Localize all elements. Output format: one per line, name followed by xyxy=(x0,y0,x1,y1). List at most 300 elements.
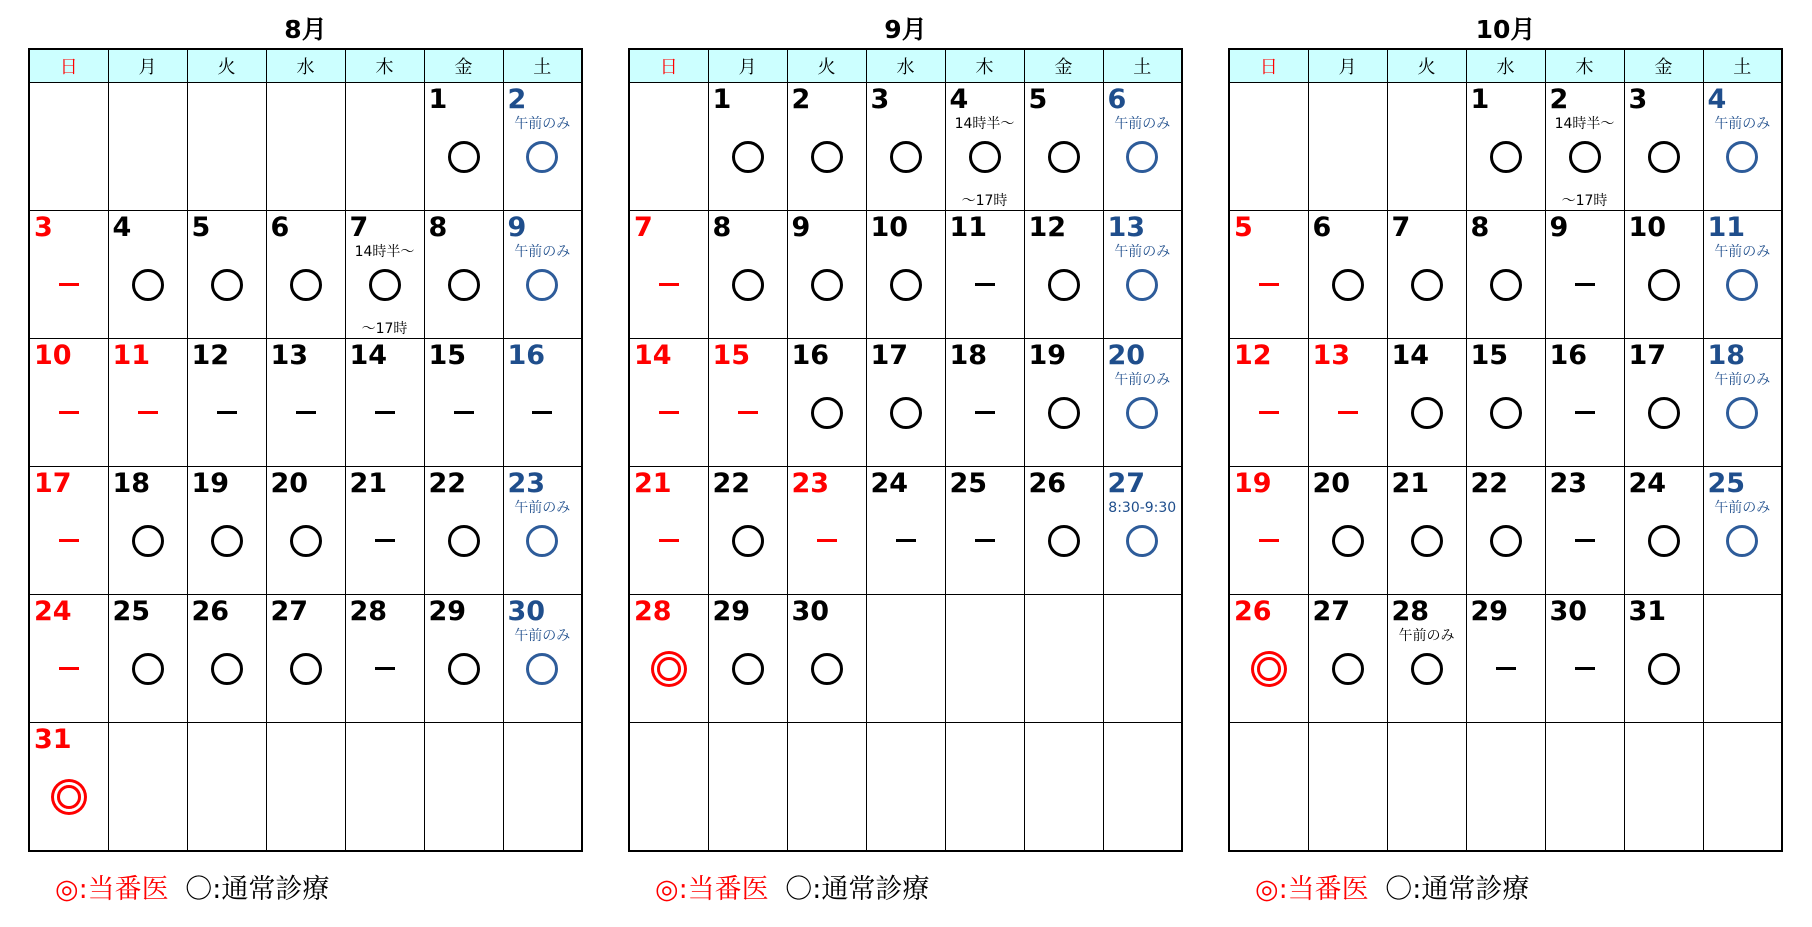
day-number: 28 xyxy=(634,596,672,627)
day-number: 13 xyxy=(1312,340,1351,371)
weekday-header: 土 xyxy=(503,49,582,83)
day-cell xyxy=(424,83,503,211)
day-cell xyxy=(266,339,345,467)
day-number: 15 xyxy=(428,340,467,371)
empty-cell xyxy=(345,83,424,211)
weekday-header: 木 xyxy=(345,49,424,83)
day-number: 10 xyxy=(1628,212,1667,243)
day-number: 11 xyxy=(949,212,988,243)
day-number: 18 xyxy=(112,468,151,499)
day-cell xyxy=(424,211,503,339)
day-cell xyxy=(108,211,187,339)
hours-note: 午前のみ xyxy=(1114,372,1171,388)
day-cell xyxy=(708,211,787,339)
day-cell xyxy=(1545,595,1624,723)
day-number: 13 xyxy=(1107,212,1146,243)
weekday-header: 金 xyxy=(424,49,503,83)
normal-care-circle-icon xyxy=(709,519,787,559)
hours-note: 午前のみ xyxy=(514,116,571,132)
day-number: 6 xyxy=(1107,84,1127,115)
day-cell xyxy=(1466,467,1545,595)
day-number: 24 xyxy=(1628,468,1667,499)
day-cell xyxy=(424,467,503,595)
month-title: 8月 xyxy=(284,15,327,44)
day-cell xyxy=(629,595,708,723)
empty-cell xyxy=(1545,723,1624,852)
day-number: 18 xyxy=(1707,340,1746,371)
normal-care-circle-icon xyxy=(1704,263,1782,303)
day-number: 16 xyxy=(791,340,830,371)
day-number: 10 xyxy=(34,340,72,371)
day-cell xyxy=(1229,467,1308,595)
empty-cell xyxy=(1103,595,1182,723)
closed-dash-icon xyxy=(346,519,424,559)
closed-dash-icon xyxy=(30,647,108,687)
day-cell xyxy=(866,211,945,339)
normal-care-circle-icon xyxy=(1025,519,1103,559)
day-number: 30 xyxy=(791,596,830,627)
normal-care-circle-icon xyxy=(1309,519,1387,559)
day-cell xyxy=(1545,211,1624,339)
empty-cell xyxy=(1229,83,1308,211)
normal-care-circle-icon xyxy=(867,135,945,175)
empty-cell xyxy=(1624,723,1703,852)
closed-dash-icon xyxy=(30,519,108,559)
duty-doctor-label: :当番医 xyxy=(1278,874,1369,905)
weekday-header: 金 xyxy=(1024,49,1103,83)
day-number: 23 xyxy=(1549,468,1588,499)
day-cell xyxy=(945,83,1024,211)
day-cell xyxy=(945,211,1024,339)
day-cell xyxy=(787,83,866,211)
month-title: 10月 xyxy=(1475,15,1536,44)
day-cell xyxy=(945,467,1024,595)
normal-care-circle-icon xyxy=(1309,263,1387,303)
day-cell xyxy=(345,339,424,467)
hours-note: 午前のみ xyxy=(1714,244,1771,260)
day-number: 2 xyxy=(791,84,811,115)
day-cell xyxy=(1624,467,1703,595)
day-number: 25 xyxy=(949,468,988,499)
day-number: 29 xyxy=(1470,596,1509,627)
duty-doctor-double-circle-icon xyxy=(1230,647,1308,687)
day-number: 21 xyxy=(1391,468,1430,499)
closed-dash-icon xyxy=(109,391,187,431)
day-number: 30 xyxy=(507,596,546,627)
day-cell xyxy=(29,723,108,852)
normal-care-circle-icon xyxy=(425,647,503,687)
empty-cell xyxy=(629,83,708,211)
week-row xyxy=(629,339,1182,467)
day-cell xyxy=(708,595,787,723)
day-cell xyxy=(424,339,503,467)
normal-care-circle-icon xyxy=(1704,391,1782,431)
normal-care-mark: 〇 xyxy=(1385,874,1413,905)
normal-care-circle-icon xyxy=(1388,263,1466,303)
week-row xyxy=(1229,723,1782,852)
day-number: 18 xyxy=(949,340,988,371)
day-cell xyxy=(503,83,582,211)
duty-doctor-mark: ◎ xyxy=(1255,874,1279,905)
day-number: 19 xyxy=(1028,340,1067,371)
normal-care-circle-icon xyxy=(1309,647,1387,687)
week-row xyxy=(629,595,1182,723)
hours-note: 午前のみ xyxy=(514,628,571,644)
day-number: 8 xyxy=(428,212,448,243)
day-number: 17 xyxy=(870,340,909,371)
normal-care-circle-icon xyxy=(1704,519,1782,559)
day-number: 4 xyxy=(949,84,969,115)
empty-cell xyxy=(108,723,187,852)
day-number: 28 xyxy=(1391,596,1430,627)
day-number: 17 xyxy=(1628,340,1667,371)
empty-cell xyxy=(503,723,582,852)
closed-dash-icon xyxy=(346,647,424,687)
day-cell xyxy=(1308,467,1387,595)
week-row xyxy=(1229,339,1782,467)
normal-care-circle-icon xyxy=(1388,519,1466,559)
normal-care-circle-icon xyxy=(188,519,266,559)
day-cell xyxy=(629,339,708,467)
weekday-header: 水 xyxy=(1466,49,1545,83)
day-number: 25 xyxy=(1707,468,1746,499)
day-cell xyxy=(1103,211,1182,339)
day-number: 9 xyxy=(507,212,527,243)
day-cell xyxy=(1624,83,1703,211)
normal-care-label: :通常診療 xyxy=(812,874,930,905)
duty-doctor-double-circle-icon xyxy=(30,775,108,815)
week-row xyxy=(29,83,582,211)
day-number: 7 xyxy=(349,212,369,243)
normal-care-circle-icon xyxy=(1467,263,1545,303)
day-number: 9 xyxy=(1549,212,1569,243)
weekday-header: 火 xyxy=(787,49,866,83)
weekday-header-row xyxy=(29,49,582,83)
day-cell xyxy=(108,595,187,723)
day-cell xyxy=(266,467,345,595)
day-number: 2 xyxy=(1549,84,1569,115)
calendar-grid xyxy=(28,48,583,852)
closed-dash-icon xyxy=(946,391,1024,431)
normal-care-circle-icon xyxy=(504,519,582,559)
calendar-august xyxy=(28,12,583,852)
week-row xyxy=(629,723,1182,852)
closed-dash-icon xyxy=(267,391,345,431)
day-number: 31 xyxy=(1628,596,1667,627)
day-cell xyxy=(1103,83,1182,211)
normal-care-mark: 〇 xyxy=(185,874,213,905)
week-row xyxy=(1229,595,1782,723)
normal-care-circle-icon xyxy=(267,519,345,559)
day-number: 20 xyxy=(1312,468,1351,499)
day-number: 27 xyxy=(1107,468,1146,499)
normal-care-circle-icon xyxy=(867,263,945,303)
empty-cell xyxy=(187,83,266,211)
normal-care-circle-icon xyxy=(1104,519,1182,559)
empty-cell xyxy=(1024,723,1103,852)
day-number: 14 xyxy=(349,340,388,371)
week-row xyxy=(29,211,582,339)
weekday-header: 土 xyxy=(1103,49,1182,83)
normal-care-circle-icon xyxy=(188,263,266,303)
day-number: 12 xyxy=(1028,212,1067,243)
hours-note: 14時半～ xyxy=(1554,116,1615,132)
empty-cell xyxy=(1229,723,1308,852)
day-number: 26 xyxy=(1234,596,1272,627)
closed-dash-icon xyxy=(504,391,582,431)
day-number: 31 xyxy=(34,724,72,755)
day-cell xyxy=(503,211,582,339)
closed-dash-icon xyxy=(1546,647,1624,687)
empty-cell xyxy=(29,83,108,211)
week-row xyxy=(629,467,1182,595)
duty-doctor-label: :当番医 xyxy=(678,874,769,905)
day-number: 11 xyxy=(1707,212,1746,243)
day-number: 15 xyxy=(1470,340,1509,371)
closed-dash-icon xyxy=(188,391,266,431)
day-number: 6 xyxy=(1312,212,1332,243)
day-number: 16 xyxy=(1549,340,1588,371)
closed-dash-icon xyxy=(788,519,866,559)
week-row xyxy=(1229,83,1782,211)
empty-cell xyxy=(787,723,866,852)
legend xyxy=(55,867,329,906)
day-cell xyxy=(187,339,266,467)
day-cell xyxy=(1024,467,1103,595)
day-cell xyxy=(1229,595,1308,723)
day-number: 7 xyxy=(1391,212,1411,243)
day-cell xyxy=(187,211,266,339)
normal-care-circle-icon xyxy=(1104,391,1182,431)
calendar-september xyxy=(628,12,1183,852)
normal-care-circle-icon xyxy=(425,263,503,303)
day-number: 11 xyxy=(112,340,151,371)
normal-care-circle-icon xyxy=(425,135,503,175)
week-row xyxy=(29,723,582,852)
day-number: 2 xyxy=(507,84,527,115)
normal-care-circle-icon xyxy=(188,647,266,687)
weekday-header: 月 xyxy=(108,49,187,83)
weekday-header: 火 xyxy=(187,49,266,83)
day-number: 25 xyxy=(112,596,151,627)
day-cell xyxy=(1466,595,1545,723)
weekday-header-row xyxy=(629,49,1182,83)
duty-doctor-mark: ◎ xyxy=(55,874,79,905)
day-number: 21 xyxy=(349,468,388,499)
hours-note: 午前のみ xyxy=(1714,116,1771,132)
hours-note: 午前のみ xyxy=(1114,116,1171,132)
hours-note: 14時半～ xyxy=(954,116,1015,132)
day-cell xyxy=(29,595,108,723)
day-number: 26 xyxy=(191,596,230,627)
closed-dash-icon xyxy=(1467,647,1545,687)
day-cell xyxy=(424,595,503,723)
empty-cell xyxy=(1387,83,1466,211)
empty-cell xyxy=(945,595,1024,723)
empty-cell xyxy=(1308,83,1387,211)
day-number: 1 xyxy=(428,84,448,115)
day-number: 22 xyxy=(1470,468,1509,499)
hours-note: 14時半～ xyxy=(354,244,415,260)
day-number: 3 xyxy=(34,212,53,243)
weekday-header: 木 xyxy=(1545,49,1624,83)
day-number: 6 xyxy=(270,212,290,243)
normal-care-circle-icon xyxy=(1025,391,1103,431)
day-number: 24 xyxy=(34,596,72,627)
empty-cell xyxy=(424,723,503,852)
empty-cell xyxy=(629,723,708,852)
normal-care-circle-icon xyxy=(267,647,345,687)
closed-dash-icon xyxy=(30,263,108,303)
normal-care-circle-icon xyxy=(1546,135,1624,175)
day-cell xyxy=(1545,339,1624,467)
week-row xyxy=(629,211,1182,339)
closed-dash-icon xyxy=(1230,519,1308,559)
day-cell xyxy=(503,595,582,723)
day-cell xyxy=(787,467,866,595)
day-cell xyxy=(708,467,787,595)
day-number: 8 xyxy=(1470,212,1490,243)
normal-care-circle-icon xyxy=(1625,391,1703,431)
normal-care-circle-icon xyxy=(867,391,945,431)
empty-cell xyxy=(1703,723,1782,852)
hours-note-end: ～17時 xyxy=(361,321,408,337)
normal-care-circle-icon xyxy=(504,263,582,303)
normal-care-circle-icon xyxy=(1104,135,1182,175)
day-number: 20 xyxy=(1107,340,1146,371)
day-number: 26 xyxy=(1028,468,1067,499)
closed-dash-icon xyxy=(630,391,708,431)
month-title: 9月 xyxy=(884,15,927,44)
day-number: 3 xyxy=(1628,84,1648,115)
day-number: 27 xyxy=(270,596,309,627)
week-row xyxy=(29,595,582,723)
empty-cell xyxy=(866,595,945,723)
hours-note: 午前のみ xyxy=(514,500,571,516)
day-cell xyxy=(1624,211,1703,339)
day-cell xyxy=(345,595,424,723)
day-cell xyxy=(708,83,787,211)
day-cell xyxy=(1624,595,1703,723)
normal-care-circle-icon xyxy=(267,263,345,303)
day-cell xyxy=(108,467,187,595)
empty-cell xyxy=(1387,723,1466,852)
closed-dash-icon xyxy=(425,391,503,431)
day-cell xyxy=(1466,211,1545,339)
day-cell xyxy=(1703,211,1782,339)
day-cell xyxy=(345,467,424,595)
day-number: 4 xyxy=(112,212,132,243)
weekday-header: 木 xyxy=(945,49,1024,83)
hours-note: 午前のみ xyxy=(514,244,571,260)
empty-cell xyxy=(108,83,187,211)
empty-cell xyxy=(1024,595,1103,723)
hours-note-end: ～17時 xyxy=(961,193,1008,209)
day-cell xyxy=(29,339,108,467)
normal-care-circle-icon xyxy=(1388,647,1466,687)
day-cell xyxy=(187,595,266,723)
hours-note: 午前のみ xyxy=(1714,372,1771,388)
normal-care-circle-icon xyxy=(788,647,866,687)
empty-cell xyxy=(708,723,787,852)
day-cell xyxy=(1387,211,1466,339)
day-number: 1 xyxy=(1470,84,1490,115)
normal-care-circle-icon xyxy=(788,391,866,431)
day-cell xyxy=(1387,467,1466,595)
normal-care-circle-icon xyxy=(1625,519,1703,559)
day-cell xyxy=(266,595,345,723)
day-number: 5 xyxy=(191,212,211,243)
day-number: 27 xyxy=(1312,596,1351,627)
normal-care-circle-icon xyxy=(109,647,187,687)
day-cell xyxy=(1024,339,1103,467)
closed-dash-icon xyxy=(630,263,708,303)
closed-dash-icon xyxy=(1309,391,1387,431)
empty-cell xyxy=(266,723,345,852)
day-number: 5 xyxy=(1234,212,1253,243)
closed-dash-icon xyxy=(346,391,424,431)
day-number: 19 xyxy=(1234,468,1272,499)
normal-care-circle-icon xyxy=(709,647,787,687)
day-number: 21 xyxy=(634,468,672,499)
normal-care-circle-icon xyxy=(946,135,1024,175)
empty-cell xyxy=(945,723,1024,852)
day-number: 23 xyxy=(507,468,546,499)
day-number: 19 xyxy=(191,468,230,499)
weekday-header: 水 xyxy=(866,49,945,83)
day-cell xyxy=(866,83,945,211)
day-number: 22 xyxy=(428,468,467,499)
weekday-header: 日 xyxy=(629,49,708,83)
normal-care-circle-icon xyxy=(346,263,424,303)
calendar-october xyxy=(1228,12,1783,852)
empty-cell xyxy=(1703,595,1782,723)
normal-care-circle-icon xyxy=(1025,135,1103,175)
calendar-grid xyxy=(628,48,1183,852)
day-number: 16 xyxy=(507,340,546,371)
empty-cell xyxy=(345,723,424,852)
normal-care-circle-icon xyxy=(1625,263,1703,303)
closed-dash-icon xyxy=(1230,391,1308,431)
normal-care-circle-icon xyxy=(1467,519,1545,559)
empty-cell xyxy=(266,83,345,211)
closed-dash-icon xyxy=(709,391,787,431)
day-number: 17 xyxy=(34,468,72,499)
hours-note: 午前のみ xyxy=(1398,628,1455,644)
normal-care-circle-icon xyxy=(709,135,787,175)
empty-cell xyxy=(866,723,945,852)
day-cell xyxy=(1229,339,1308,467)
day-cell xyxy=(266,211,345,339)
weekday-header: 日 xyxy=(29,49,108,83)
normal-care-mark: 〇 xyxy=(785,874,813,905)
normal-care-circle-icon xyxy=(1467,391,1545,431)
day-cell xyxy=(629,467,708,595)
day-cell xyxy=(1308,211,1387,339)
day-cell xyxy=(787,211,866,339)
week-row xyxy=(29,339,582,467)
weekday-header: 金 xyxy=(1624,49,1703,83)
empty-cell xyxy=(1103,723,1182,852)
empty-cell xyxy=(1308,723,1387,852)
normal-care-circle-icon xyxy=(504,647,582,687)
calendar-grid xyxy=(1228,48,1783,852)
normal-care-label: :通常診療 xyxy=(1412,874,1530,905)
closed-dash-icon xyxy=(946,263,1024,303)
day-cell xyxy=(1545,467,1624,595)
day-cell xyxy=(29,467,108,595)
day-cell xyxy=(787,339,866,467)
